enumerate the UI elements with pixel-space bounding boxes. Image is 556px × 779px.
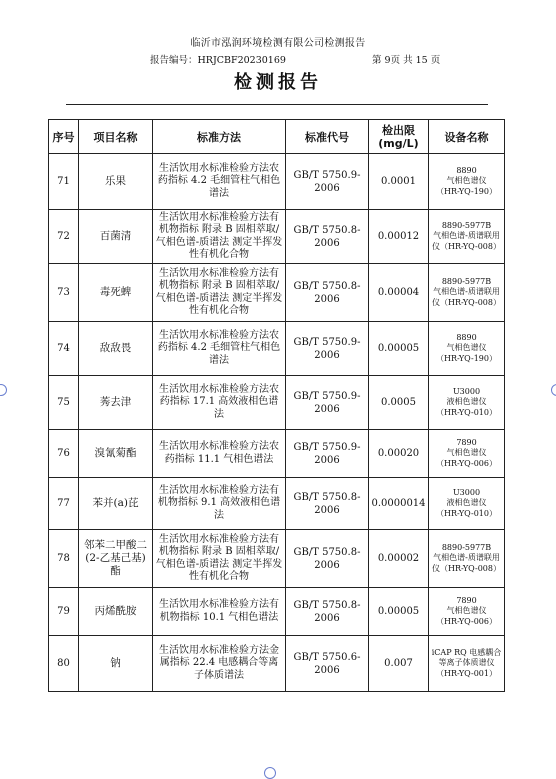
table-header-row: [49, 120, 505, 154]
standard-code-cell: GB/T 5750.8-2006: [286, 588, 369, 636]
binding-hole-left: [0, 384, 7, 396]
device-name-cell: 7890 气相色谱仪 （HR-YQ-006）: [429, 430, 505, 478]
detection-limit-cell: 0.007: [369, 636, 429, 692]
standard-method-cell: 生活饮用水标准检验方法农药指标 17.1 高效液相色谱法: [153, 376, 286, 430]
page-indicator: 第 9页 共 15 页: [372, 55, 441, 66]
standard-code-cell: GB/T 5750.8-2006: [286, 530, 369, 588]
detection-limit-cell: 0.0000014: [369, 478, 429, 530]
detection-limit-cell: 0.00005: [369, 322, 429, 376]
table-row: [49, 264, 505, 322]
row-number-cell: 74: [49, 322, 79, 376]
item-name-cell: 莠去津: [79, 376, 153, 430]
detection-limit-cell: 0.0005: [369, 376, 429, 430]
standard-method-cell: 生活饮用水标准检验方法有机物指标 附录 B 固相萃取/气相色谱-质谱法 测定半挥发性有机化合物: [153, 530, 286, 588]
report-title: 检测报告: [234, 72, 322, 93]
device-name-cell: 8890-5977B 气相色谱-质谱联用仪（HR-YQ-008）: [429, 264, 505, 322]
item-name-cell: 邻苯二甲酸二(2-乙基己基)酯: [79, 530, 153, 588]
standard-code-cell: GB/T 5750.9-2006: [286, 154, 369, 210]
standard-method-cell: 生活饮用水标准检验方法有机物指标 9.1 高效液相色谱法: [153, 478, 286, 530]
row-number-cell: 79: [49, 588, 79, 636]
header-cell: 标准方法: [153, 120, 286, 154]
standard-code-cell: GB/T 5750.8-2006: [286, 210, 369, 264]
header-cell: 设备名称: [429, 120, 505, 154]
header-cell: 标准代号: [286, 120, 369, 154]
standard-code-cell: GB/T 5750.9-2006: [286, 322, 369, 376]
standard-method-cell: 生活饮用水标准检验方法有机物指标 附录 B 固相萃取/气相色谱-质谱法 测定半挥发性有机化合物: [153, 210, 286, 264]
standard-method-cell: 生活饮用水标准检验方法有机物指标 附录 B 固相萃取/气相色谱-质谱法 测定半挥发性有机化合物: [153, 264, 286, 322]
detection-limit-cell: 0.0001: [369, 154, 429, 210]
item-name-cell: 百菌清: [79, 210, 153, 264]
standard-method-cell: 生活饮用水标准检验方法有机物指标 10.1 气相色谱法: [153, 588, 286, 636]
device-name-cell: U3000 液相色谱仪 （HR-YQ-010）: [429, 478, 505, 530]
results-table: [48, 119, 505, 692]
binding-hole-right: [551, 384, 556, 396]
standard-code-cell: GB/T 5750.9-2006: [286, 376, 369, 430]
detection-limit-cell: 0.00002: [369, 530, 429, 588]
table-row: [49, 430, 505, 478]
standard-code-cell: GB/T 5750.9-2006: [286, 430, 369, 478]
row-number-cell: 76: [49, 430, 79, 478]
standard-method-cell: 生活饮用水标准检验方法农药指标 4.2 毛细管柱气相色谱法: [153, 154, 286, 210]
title-divider: [66, 104, 488, 105]
item-name-cell: 钠: [79, 636, 153, 692]
table-row: [49, 322, 505, 376]
binding-hole-bottom: [264, 767, 276, 779]
row-number-cell: 73: [49, 264, 79, 322]
standard-code-cell: GB/T 5750.8-2006: [286, 264, 369, 322]
device-name-cell: 8890 气相色谱仪 （HR-YQ-190）: [429, 154, 505, 210]
detection-limit-cell: 0.00005: [369, 588, 429, 636]
row-number-cell: 72: [49, 210, 79, 264]
device-name-cell: 8890-5977B 气相色谱-质谱联用仪（HR-YQ-008）: [429, 530, 505, 588]
standard-code-cell: GB/T 5750.8-2006: [286, 478, 369, 530]
row-number-cell: 77: [49, 478, 79, 530]
table-row: [49, 210, 505, 264]
table-row: [49, 376, 505, 430]
item-name-cell: 毒死蜱: [79, 264, 153, 322]
standard-code-cell: GB/T 5750.6-2006: [286, 636, 369, 692]
report-number: 报告编号：HRJCBF20230169: [150, 55, 286, 66]
device-name-cell: iCAP RQ 电感耦合等离子体质谱仪（HR-YQ-001）: [429, 636, 505, 692]
table-row: [49, 154, 505, 210]
header-cell: 序号: [49, 120, 79, 154]
table-row: [49, 588, 505, 636]
company-header: 临沂市泓润环境检测有限公司检测报告: [190, 38, 366, 49]
device-name-cell: 8890-5977B 气相色谱-质谱联用仪（HR-YQ-008）: [429, 210, 505, 264]
detection-limit-cell: 0.00020: [369, 430, 429, 478]
row-number-cell: 78: [49, 530, 79, 588]
detection-limit-cell: 0.00004: [369, 264, 429, 322]
device-name-cell: 8890 气相色谱仪 （HR-YQ-190）: [429, 322, 505, 376]
item-name-cell: 溴氰菊酯: [79, 430, 153, 478]
item-name-cell: 乐果: [79, 154, 153, 210]
header-cell: 项目名称: [79, 120, 153, 154]
row-number-cell: 80: [49, 636, 79, 692]
item-name-cell: 苯并(a)芘: [79, 478, 153, 530]
table-row: [49, 478, 505, 530]
table-row: [49, 530, 505, 588]
device-name-cell: 7890 气相色谱仪 （HR-YQ-006）: [429, 588, 505, 636]
detection-limit-cell: 0.00012: [369, 210, 429, 264]
standard-method-cell: 生活饮用水标准检验方法农药指标 11.1 气相色谱法: [153, 430, 286, 478]
row-number-cell: 75: [49, 376, 79, 430]
standard-method-cell: 生活饮用水标准检验方法金属指标 22.4 电感耦合等离子体质谱法: [153, 636, 286, 692]
header-cell: 检出限 (mg/L): [369, 120, 429, 154]
item-name-cell: 敌敌畏: [79, 322, 153, 376]
device-name-cell: U3000 液相色谱仪 （HR-YQ-010）: [429, 376, 505, 430]
standard-method-cell: 生活饮用水标准检验方法农药指标 4.2 毛细管柱气相色谱法: [153, 322, 286, 376]
row-number-cell: 71: [49, 154, 79, 210]
item-name-cell: 丙烯酰胺: [79, 588, 153, 636]
table-row: [49, 636, 505, 692]
